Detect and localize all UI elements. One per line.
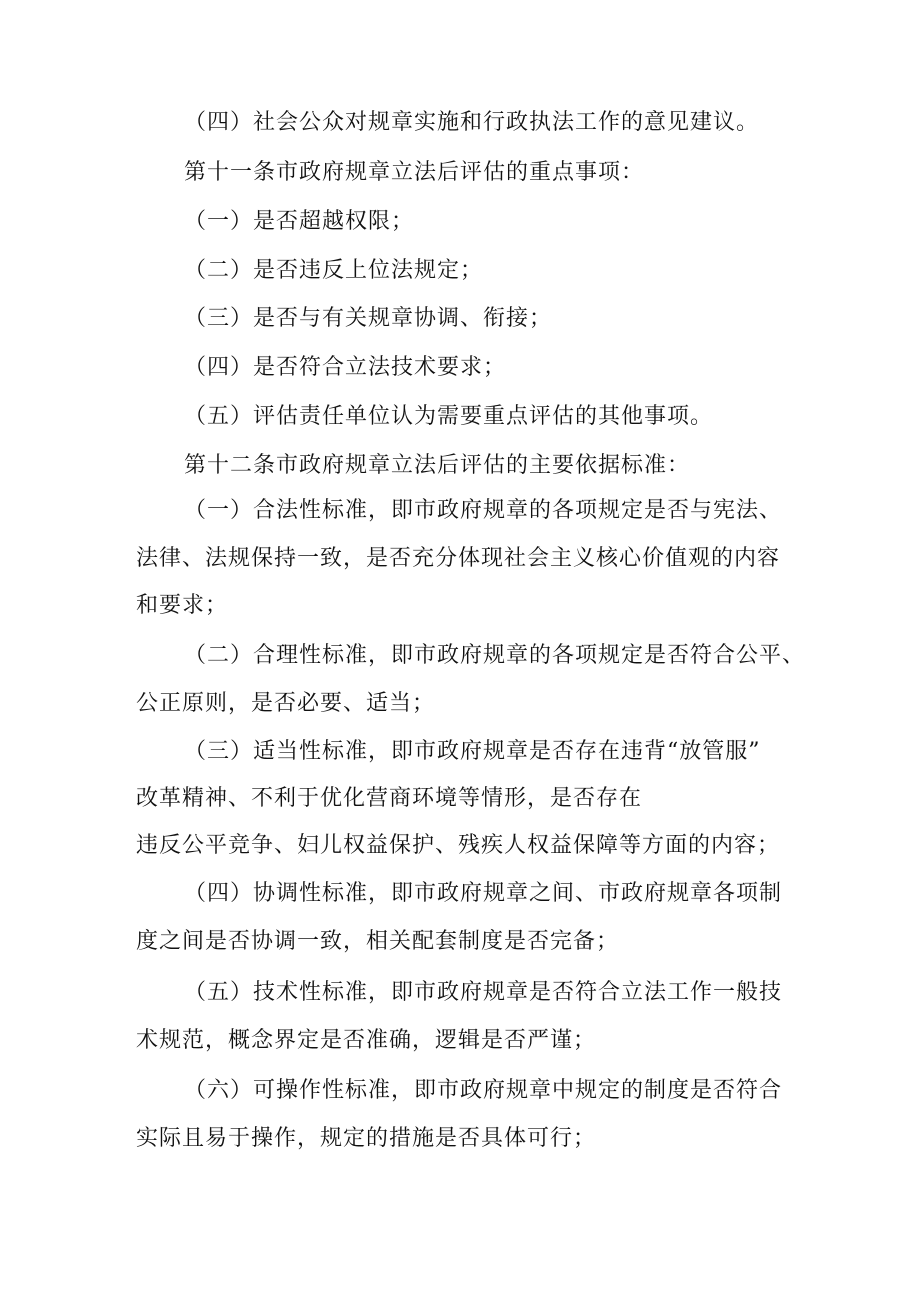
text-line: 度之间是否协调一致，相关配套制度是否完备；: [136, 929, 620, 954]
text-line: 改革精神、不利于优化营商环境等情形，是否存在: [136, 786, 643, 811]
text-line: （三）是否与有关规章协调、衔接；: [184, 306, 553, 331]
text-line: （四）协调性标准，即市政府规章之间、市政府规章各项制: [184, 881, 783, 906]
text-line: 违反公平竞争、妇儿权益保护、残疾人权益保障等方面的内容；: [136, 833, 781, 858]
text-line: （四）是否符合立法技术要求；: [184, 355, 507, 380]
text-line: 和要求；: [136, 593, 229, 618]
text-line: （三）适当性标准，即市政府规章是否存在违背“放管服”: [184, 739, 761, 764]
article-heading: 第十一条市政府规章立法后评估的重点事项：: [184, 160, 645, 185]
text-line: （二）合理性标准，即市政府规章的各项规定是否符合公平、: [184, 643, 806, 668]
text-line: （四）社会公众对规章实施和行政执法工作的意见建议。: [184, 110, 760, 135]
text-line: 法律、法规保持一致，是否充分体现社会主义核心价值观的内容: [136, 546, 781, 571]
text-line: 实际且易于操作，规定的措施是否具体可行；: [136, 1126, 597, 1151]
text-line: （五）评估责任单位认为需要重点评估的其他事项。: [184, 404, 714, 429]
text-line: （五）技术性标准，即市政府规章是否符合立法工作一般技: [184, 980, 783, 1005]
text-line: 公正原则，是否必要、适当；: [136, 691, 436, 716]
text-line: （二）是否违反上位法规定；: [184, 258, 484, 283]
article-heading: 第十二条市政府规章立法后评估的主要依据标准：: [184, 453, 691, 478]
text-line: （一）是否超越权限；: [184, 209, 415, 234]
text-line: （六）可操作性标准，即市政府规章中规定的制度是否符合: [184, 1078, 783, 1103]
text-line: （一）合法性标准，即市政府规章的各项规定是否与宪法、: [184, 498, 783, 523]
text-line: 术规范，概念界定是否准确，逻辑是否严谨；: [136, 1028, 597, 1053]
